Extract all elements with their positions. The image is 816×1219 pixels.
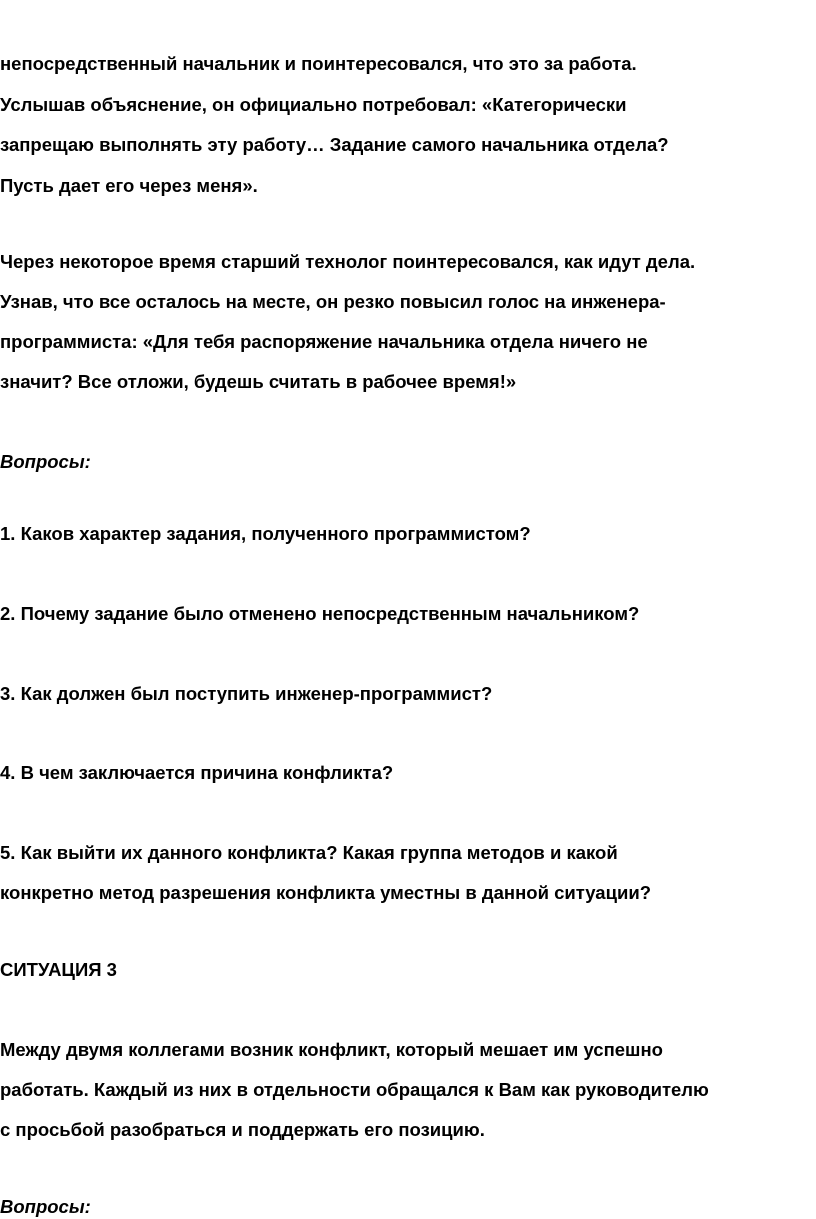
- situation-3-line-2: работать. Каждый из них в отдельности обращался к Вам как руководителю: [0, 1079, 709, 1100]
- paragraph-1-line-2: Услышав объяснение, он официально потребовал: «Категорически: [0, 94, 627, 115]
- question-5-continuation: конкретно метод разрешения конфликта уместны в данной ситуации?: [0, 882, 652, 903]
- situation-3-title: СИТУАЦИЯ 3: [0, 959, 117, 980]
- questions-heading-2: Вопросы:: [0, 1196, 91, 1217]
- question-2: 2. Почему задание было отменено непосредственным начальником?: [0, 603, 640, 624]
- paragraph-2-line-2: Узнав, что все осталось на месте, он резко повысил голос на инженера-: [0, 291, 666, 312]
- question-1: 1. Каков характер задания, полученного программистом?: [0, 523, 531, 544]
- situation-3-line-1: Между двумя коллегами возник конфликт, который мешает им успешно: [0, 1039, 663, 1060]
- situation-3-line-3: с просьбой разобраться и поддержать его позицию.: [0, 1119, 485, 1140]
- paragraph-1-line-3: запрещаю выполнять эту работу… Задание самого начальника отдела?: [0, 134, 669, 155]
- question-3: 3. Как должен был поступить инженер-программист?: [0, 683, 493, 704]
- paragraph-2-line-3: программиста: «Для тебя распоряжение начальника отдела ничего не: [0, 331, 648, 352]
- paragraph-1-line-4: Пусть дает его через меня».: [0, 175, 258, 196]
- question-5: 5. Как выйти их данного конфликта? Какая группа методов и какой: [0, 842, 618, 863]
- paragraph-2-line-1: Через некоторое время старший технолог поинтересовался, как идут дела.: [0, 251, 696, 272]
- question-4: 4. В чем заключается причина конфликта?: [0, 762, 394, 783]
- paragraph-2-line-4: значит? Все отложи, будешь считать в рабочее время!»: [0, 371, 517, 392]
- questions-heading-1: Вопросы:: [0, 451, 91, 472]
- paragraph-1-line-1: непосредственный начальник и поинтересовался, что это за работа.: [0, 53, 637, 74]
